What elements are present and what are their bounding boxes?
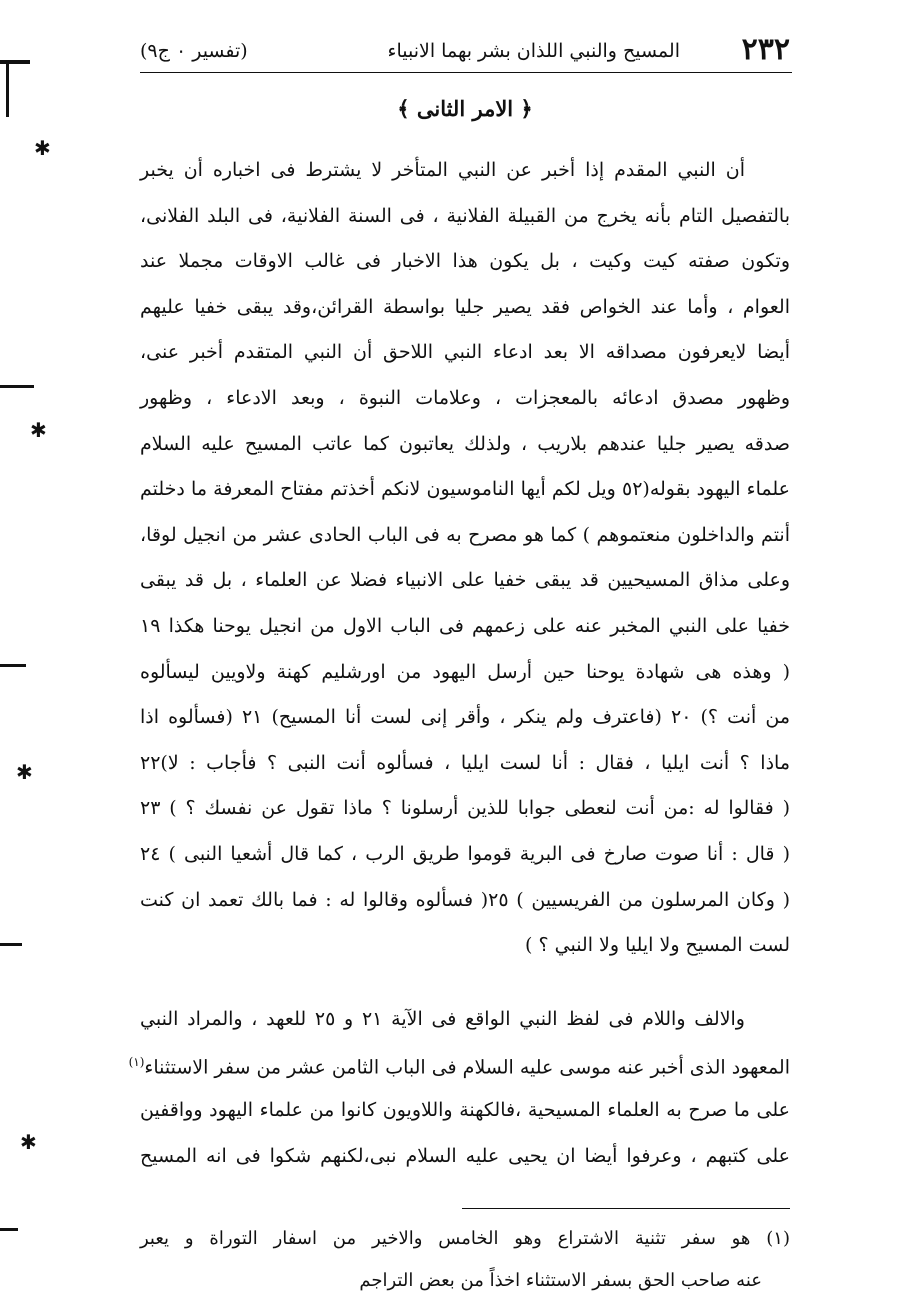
running-title: المسيح والنبي اللذان بشر بهما الانبياء (387, 40, 680, 62)
margin-star-mark: ✱ (34, 136, 51, 160)
text-line-content: المعهود الذى أخبر عنه موسى عليه السلام فى الباب الثامن عشر من سفر الاستثناء (144, 1056, 790, 1079)
page-number: ٢٣٢ (741, 32, 790, 67)
text-line: ( وهذه هى شهادة يوحنا حين أرسل اليهود من اورشليم كهنة ولاويين ليسألوه (140, 660, 790, 683)
margin-star-mark: ✱ (30, 418, 47, 442)
margin-mark (0, 385, 34, 388)
text-line: لست المسيح ولا ايليا ولا النبي ؟ ) (525, 934, 790, 957)
text-line: أنتم والداخلون منعتموهم ) كما هو مصرح به فى الباب الحادى عشر من انجيل لوقا، (140, 523, 790, 546)
text-line: وعلى مذاق المسيحيين قد يبقى خفيا على الانبياء فضلا عن العلماء ، بل قد يبقى (140, 569, 790, 592)
running-header (140, 30, 790, 70)
text-line: ( قال : أنا صوت صارخ فى البرية قوموا طريق الرب ، كما قال أشعيا النبى ) ٢٤ (140, 842, 790, 865)
text-line: والالف واللام فى لفظ النبي الواقع فى الآية ٢١ و ٢٥ للعهد ، والمراد النبي (140, 1008, 745, 1030)
text-line: أيضا لايعرفون مصداقه الا بعد ادعاء النبي اللاحق أن النبي المتقدم أخبر عنى، (140, 341, 790, 364)
text-line: أن النبي المقدم إذا أخبر عن النبي المتأخر لا يشترط فى اخباره أن يخبر (140, 159, 745, 181)
paragraph-2 (128, 1000, 790, 1178)
margin-star-mark: ✱ (16, 760, 33, 784)
text-line: صدقه يصير جليا عندهم بلاريب ، ولذلك يعاتبون كما عاتب المسيح عليه السلام (140, 432, 790, 455)
text-line: على ما صرح به العلماء المسيحية ،فالكهنة واللاويون كانوا من علماء اليهود وواقفين (140, 1099, 790, 1121)
text-line: بالتفصيل التام بأنه يخرج من القبيلة الفلانية ، فى السنة الفلانية، فى البلد الفلانى، (140, 204, 790, 227)
footnote-rule (462, 1208, 790, 1209)
margin-mark (0, 943, 22, 946)
footnote-marker: (١) (128, 1055, 145, 1069)
text-line: ( فقالوا له :من أنت لنعطى جوابا للذين أرسلونا ؟ ماذا تقول عن نفسك ؟ ) ٢٣ (140, 797, 790, 820)
text-line: خفيا على النبي المخبر عنه على زعمهم فى الباب الاول من انجيل يوحنا هكذا ١٩ (140, 614, 790, 637)
text-line: العوام ، وأما عند الخواص فقد يصير جليا بواسطة القرائن،وقد يبقى خفيا عليهم (140, 295, 790, 318)
text-line: ماذا ؟ أنت ايليا ، فقال : أنا لست ايليا ، فسألوه أنت النبى ؟ فأجاب : لا)٢٢ (140, 751, 790, 774)
text-line: على كتبهم ، وعرفوا أيضا ان يحيى عليه السلام نبى،لكنهم شكوا فى انه المسيح (140, 1145, 790, 1167)
header-rule (140, 72, 792, 73)
section-heading: ﴿ الامر الثانى ﴾ (397, 96, 533, 121)
margin-mark (0, 1228, 18, 1231)
footnote-line: (١) هو سفر تثنية الاشتراع وهو الخامس والاخير من اسفار التوراة و يعبر (140, 1228, 790, 1249)
text-line: ( وكان المرسلون من الفريسيين ) ٢٥( فسألوه وقالوا له : فما بالك تعمد ان كنت (140, 888, 790, 911)
text-line: وتكون صفته كيت وكيت ، بل يكون هذا الاخبار فى غالب الاوقات مجملا عند (140, 250, 790, 273)
margin-mark (0, 664, 26, 667)
book-reference: (تفسير ٠ ج٩) (140, 40, 248, 62)
text-line: من أنت ؟) ٢٠ (فاعترف ولم ينكر ، وأقر إنى لست أنا المسيح) ٢١ (فسألوه اذا (140, 706, 791, 729)
paragraph-1 (140, 148, 790, 969)
margin-mark (0, 60, 30, 64)
footnote (140, 1218, 790, 1302)
text-line: علماء اليهود بقوله(٥٢ ويل لكم أيها الناموسيون لانكم أخذتم مفتاح المعرفة ما دخلتم (140, 478, 790, 501)
margin-mark (6, 62, 9, 117)
text-line (128, 1038, 790, 1086)
text-line: وظهور مصدق ادعائه بالمعجزات ، وعلامات النبوة ، وبعد الادعاء ، وظهور (140, 386, 790, 409)
margin-star-mark: ✱ (20, 1130, 37, 1154)
footnote-line: عنه صاحب الحق بسفر الاستثناء اخذاً من بعض التراجم (359, 1270, 762, 1291)
